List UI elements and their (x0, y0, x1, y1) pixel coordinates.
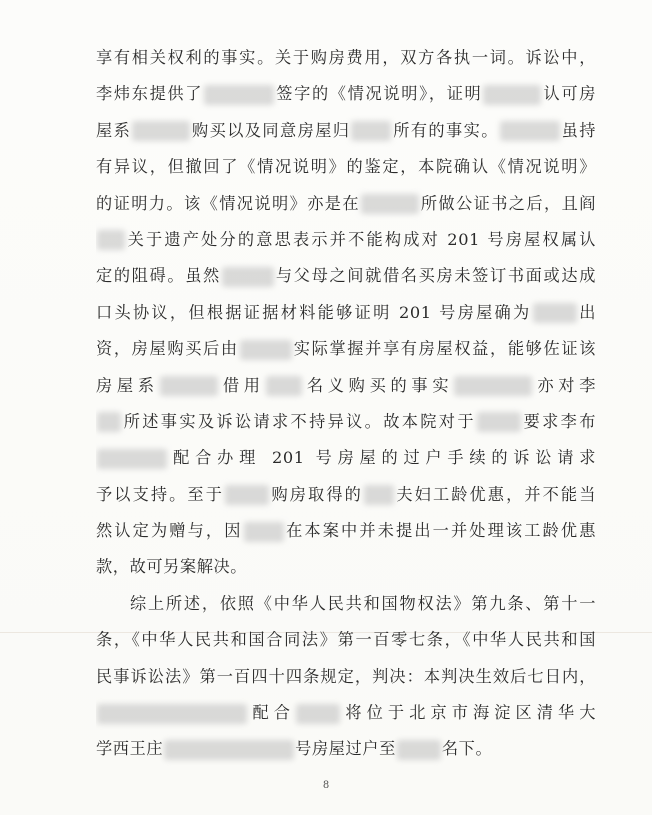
redaction-blur (97, 449, 167, 469)
text-segment: 名下。 (441, 739, 493, 759)
text-segment: 出 (577, 302, 596, 322)
text-segment: 然认定为赠与，因 (96, 521, 243, 541)
text-segment: 与父母之间就借名买房未签订书面或达成 (274, 266, 596, 286)
text-line-6 (96, 222, 596, 258)
text-segment: 要求李布 (521, 411, 596, 431)
text-line-9 (96, 331, 596, 367)
redaction-blur (533, 303, 577, 323)
redaction-blur (97, 412, 121, 432)
text-line-1 (96, 40, 596, 76)
redaction-blur (364, 485, 394, 505)
text-segment: 房屋系 (96, 375, 159, 395)
text-segment: 购房取得的 (269, 484, 363, 504)
text-segment: 实际掌握并享有房屋权益，能够佐证该 (292, 339, 596, 359)
redaction-blur (351, 121, 391, 141)
text-line-5 (96, 186, 596, 222)
text-segment: 配合 (248, 703, 295, 723)
text-line-20 (96, 731, 596, 767)
text-segment: 款，故可另案解决。 (96, 557, 248, 577)
redaction-blur (222, 267, 274, 287)
text-segment: 名义购买的事实 (302, 375, 454, 395)
redaction-blur (500, 121, 560, 141)
text-segment: 所做公证书之后，且阎 (420, 193, 596, 213)
redaction-blur (454, 376, 532, 396)
redaction-blur (296, 704, 340, 724)
text-line-3 (96, 113, 596, 149)
text-segment: 学西王庄 (96, 739, 164, 759)
text-segment: 签字的《情况说明》，证明 (275, 84, 483, 104)
text-segment: 虽持 (560, 120, 596, 140)
redaction-blur (361, 194, 419, 214)
text-segment: 享有相关权利的事实。关于购房费用，双方各执一词。诉讼中， (96, 48, 596, 67)
text-line-2 (96, 76, 596, 112)
text-line-4 (96, 149, 596, 185)
text-line-17 (96, 622, 596, 658)
text-segment: 借用 (218, 375, 265, 395)
text-line-14 (96, 513, 596, 549)
redaction-blur (164, 740, 294, 760)
text-segment: 所述事实及诉讼请求不持异议。故本院对于 (122, 411, 476, 431)
text-line-18 (96, 659, 596, 695)
page-number: 8 (322, 780, 330, 791)
text-line-13 (96, 477, 596, 513)
text-segment: 定的阻碍。虽然 (96, 266, 221, 286)
redaction-blur (397, 740, 441, 760)
redaction-blur (244, 522, 284, 542)
text-segment: 认可房 (542, 84, 596, 104)
redaction-blur (266, 376, 302, 396)
text-segment: 条，《中华人民共和国合同法》第一百零七条，《中华人民共和国 (96, 630, 596, 650)
text-line-7 (96, 258, 596, 294)
text-segment: 号房屋过户至 (295, 739, 396, 759)
text-line-16 (96, 586, 596, 622)
text-segment: 资，房屋购买后由 (96, 339, 239, 359)
text-segment: 在本案中并未提出一并处理该工龄优惠 (284, 521, 596, 541)
text-segment: 将位于北京市海淀区清华大 (340, 703, 596, 723)
text-segment: 予以支持。至于 (96, 484, 224, 504)
text-segment: 关于遗产处分的意思表示并不能构成对 201 号房屋权属认 (126, 229, 596, 249)
redaction-blur (204, 85, 274, 105)
text-segment: 有异议，但撤回了《情况说明》的鉴定，本院确认《情况说明》 (96, 157, 596, 177)
text-segment: 配合办理 201 号房屋的过户手续的诉讼请求 (168, 448, 596, 468)
text-segment: 所有的事实。 (392, 120, 499, 140)
text-segment: 购买以及同意房屋归 (191, 120, 351, 140)
text-segment: 的证明力。该《情况说明》亦是在 (96, 193, 360, 213)
text-line-12 (96, 440, 596, 476)
judgment-body (96, 40, 596, 768)
redaction-blur (160, 376, 218, 396)
text-segment: 李炜东提供了 (96, 84, 204, 104)
redaction-blur (483, 85, 541, 105)
text-segment: 综上所述，依照《中华人民共和国物权法》第九条、第十一 (130, 593, 596, 613)
redaction-blur (97, 704, 247, 724)
text-segment: 亦对李 (533, 375, 596, 395)
text-segment: 口头协议，但根据证据材料能够证明 201 号房屋确为 (96, 302, 532, 322)
redaction-blur (225, 485, 269, 505)
text-line-10 (96, 368, 596, 404)
text-line-19 (96, 695, 596, 731)
redaction-blur (97, 230, 125, 250)
text-segment: 夫妇工龄优惠，并不能当 (394, 484, 596, 504)
text-segment: 屋系 (96, 120, 132, 140)
text-line-11 (96, 404, 596, 440)
redaction-blur (240, 340, 292, 360)
redaction-blur (477, 412, 521, 432)
text-line-8 (96, 295, 596, 331)
text-segment: 民事诉讼法》第一百四十四条规定，判决：本判决生效后七日内， (96, 666, 596, 686)
redaction-blur (132, 121, 190, 141)
text-line-15 (96, 549, 596, 585)
